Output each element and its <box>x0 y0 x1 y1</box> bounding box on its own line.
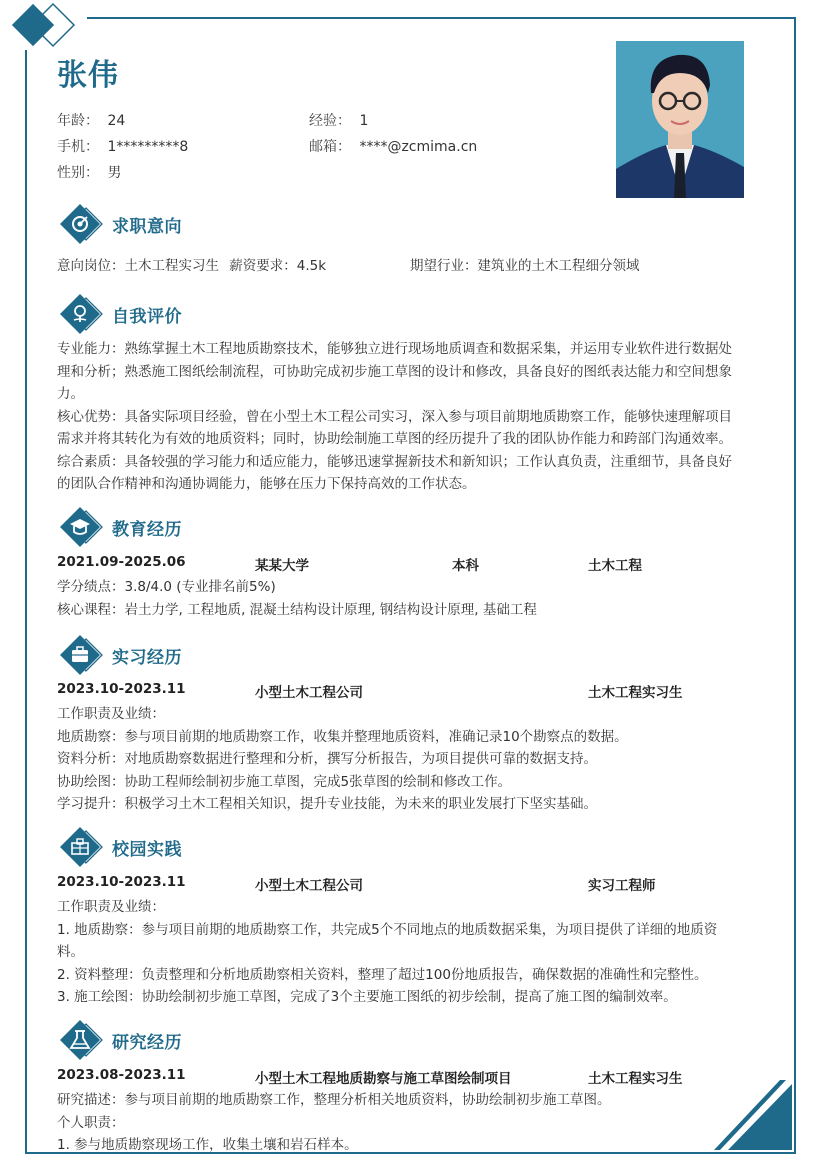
text-line: 学习提升：积极学习土木工程相关知识，提升专业技能，为未来的职业发展打下坚实基础。 <box>57 796 597 812</box>
flask-icon <box>58 1018 108 1062</box>
text-line: 的团队合作精神和沟通协调能力，能够在压力下保持高效的工作状态。 <box>57 476 476 492</box>
info-label: 手机： <box>57 139 99 155</box>
section-header-research <box>58 1018 458 1062</box>
section-header-intent <box>58 202 458 246</box>
text-line: 料。 <box>57 944 84 960</box>
intent-industry: 期望行业：建筑业的土木工程细分领域 <box>410 258 640 274</box>
text-line: 个人职责： <box>57 1114 125 1131</box>
diamond-logo-icon <box>8 2 78 48</box>
section-title: 实习经历 <box>112 648 182 668</box>
campus-role: 实习工程师 <box>588 878 656 894</box>
research-row <box>57 1067 769 1089</box>
info-experience <box>309 108 368 134</box>
campus-details <box>57 896 769 1009</box>
info-label: 经验： <box>309 113 351 129</box>
text-line: 资料分析：对地质勘察数据进行整理和分析，撰写分析报告，为项目提供可靠的数据支持。 <box>57 751 597 767</box>
internship-row <box>57 681 769 703</box>
text-line: 2. 资料整理：负责整理和分析地质勘察相关资料，整理了超过100份地质报告，确保数据的准确性和完整性。 <box>57 966 708 983</box>
section-header-campus <box>58 825 458 869</box>
section-header-self-eval <box>58 292 458 336</box>
section-title: 研究经历 <box>112 1033 182 1053</box>
research-project: 小型土木工程地质勘察与施工草图绘制项目 <box>255 1071 512 1087</box>
text-line: 3. 施工绘图：协助绘制初步施工草图，完成了3个主要施工图纸的初步绘制，提高了施工图的编制效率。 <box>57 989 677 1005</box>
candidate-name: 张伟 <box>57 58 119 93</box>
info-label: 年龄： <box>57 113 99 129</box>
intent-salary: 薪资要求：4.5k <box>229 258 327 274</box>
text-line: 理和分析；熟悉施工图纸绘制流程，可协助完成初步施工草图的设计和修改，具备良好的图纸表达能力和空间想象 <box>57 363 732 380</box>
text-line: 核心课程：岩土力学, 工程地质, 混凝土结构设计原理, 钢结构设计原理, 基础工程 <box>57 601 537 618</box>
info-value: 1 <box>359 113 369 129</box>
text-line: 需求并将其转化为有效的地质资料；同时，协助绘制施工草图的经历提升了我的团队协作能力和跨部门沟通效率。 <box>57 431 732 447</box>
research-details <box>57 1089 769 1157</box>
text-line: 1. 参与地质勘察现场工作，收集土壤和岩石样本。 <box>57 1137 358 1153</box>
info-label: 邮箱： <box>309 139 351 155</box>
info-email <box>309 134 477 160</box>
campus-row <box>57 874 769 896</box>
info-gender <box>57 160 121 186</box>
internship-role: 土木工程实习生 <box>588 685 683 701</box>
text-line: 学分绩点：3.8/4.0 (专业排名前5%) <box>57 579 276 595</box>
internship-company: 小型土木工程公司 <box>255 685 363 701</box>
research-role: 土木工程实习生 <box>588 1071 683 1087</box>
info-phone <box>57 134 188 160</box>
text-line: 1. 地质勘察：参与项目前期的地质勘察工作，共完成5个不同地点的地质数据采集，为项目提供了详细的地质资 <box>57 921 718 938</box>
self-eval-text <box>57 338 769 496</box>
text-line: 工作职责及业绩： <box>57 706 165 722</box>
target-icon <box>58 202 108 246</box>
campus-company: 小型土木工程公司 <box>255 878 363 894</box>
text-line: 协助绘图：协助工程师绘制初步施工草图，完成5张草图的绘制和修改工作。 <box>57 773 512 790</box>
education-degree: 本科 <box>452 558 479 574</box>
text-line: 地质勘察：参与项目前期的地质勘察工作，收集并整理地质资料，准确记录10个勘察点的数据。 <box>57 728 628 745</box>
section-title: 教育经历 <box>112 520 182 540</box>
building-icon <box>58 825 108 869</box>
graduation-cap-icon <box>58 505 108 549</box>
text-line: 研究描述：参与项目前期的地质勘察工作，整理分析相关地质资料，协助绘制初步施工草图。 <box>57 1092 611 1108</box>
text-line: 专业能力：熟练掌握土木工程地质勘察技术，能够独立进行现场地质调查和数据采集，并运用专业软件进行数据处 <box>57 341 732 357</box>
info-label: 性别： <box>57 165 99 181</box>
research-date: 2023.08-2023.11 <box>57 1067 186 1083</box>
info-value: ****@zcmima.cn <box>359 139 478 155</box>
internship-date: 2023.10-2023.11 <box>57 681 186 697</box>
briefcase-icon <box>58 633 108 677</box>
education-school: 某某大学 <box>255 558 309 574</box>
frame-top-border <box>87 17 796 19</box>
text-line: 核心优势：具备实际项目经验，曾在小型土木工程公司实习，深入参与项目前期地质勘察工作，能够快速理解项目 <box>57 408 732 425</box>
intent-row <box>57 255 769 278</box>
flower-icon <box>58 292 108 336</box>
text-line: 力。 <box>57 386 84 402</box>
section-header-internship <box>58 633 458 677</box>
internship-details <box>57 703 769 816</box>
intent-position: 意向岗位：土木工程实习生 <box>57 258 219 274</box>
info-value: 1*********8 <box>107 139 189 155</box>
frame-left-border <box>25 50 27 1154</box>
education-row <box>57 554 769 576</box>
info-value: 男 <box>107 165 122 181</box>
education-major: 土木工程 <box>588 558 642 574</box>
info-value: 24 <box>107 113 126 129</box>
frame-right-border <box>794 17 796 1154</box>
section-title: 求职意向 <box>112 217 182 237</box>
education-date: 2021.09-2025.06 <box>57 554 186 570</box>
section-title: 自我评价 <box>112 307 182 327</box>
section-title: 校园实践 <box>112 840 182 860</box>
info-age <box>57 108 125 134</box>
text-line: 综合素质：具备较强的学习能力和适应能力，能够迅速掌握新技术和新知识；工作认真负责，注重细节，具备良好 <box>57 453 732 470</box>
text-line: 工作职责及业绩： <box>57 899 165 915</box>
education-details <box>57 576 769 621</box>
campus-date: 2023.10-2023.11 <box>57 874 186 890</box>
section-header-education <box>58 505 458 549</box>
profile-photo <box>616 41 744 198</box>
